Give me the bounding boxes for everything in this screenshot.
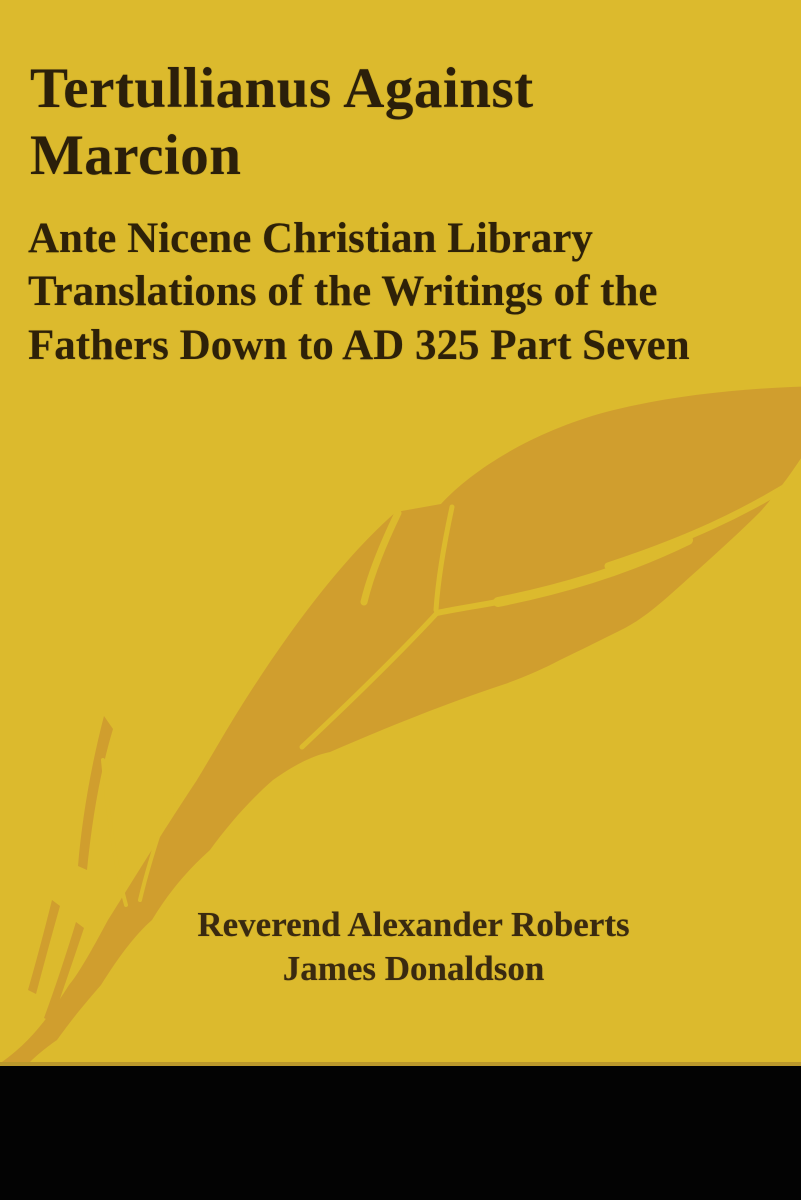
author-line-1: Reverend Alexander Roberts xyxy=(197,905,630,944)
book-subtitle xyxy=(28,212,690,372)
subtitle-line-2: Translations of the Writings of the xyxy=(28,268,658,316)
title-line-2: Marcion xyxy=(30,124,242,188)
title-line-1: Tertullianus Against xyxy=(30,57,534,120)
footer-bar xyxy=(0,1062,801,1200)
book-authors xyxy=(13,903,801,992)
book-title xyxy=(30,55,534,190)
author-line-2: James Donaldson xyxy=(282,949,545,989)
subtitle-line-3: Fathers Down to AD 325 Part Seven xyxy=(28,321,690,369)
subtitle-line-1: Ante Nicene Christian Library xyxy=(28,215,593,262)
